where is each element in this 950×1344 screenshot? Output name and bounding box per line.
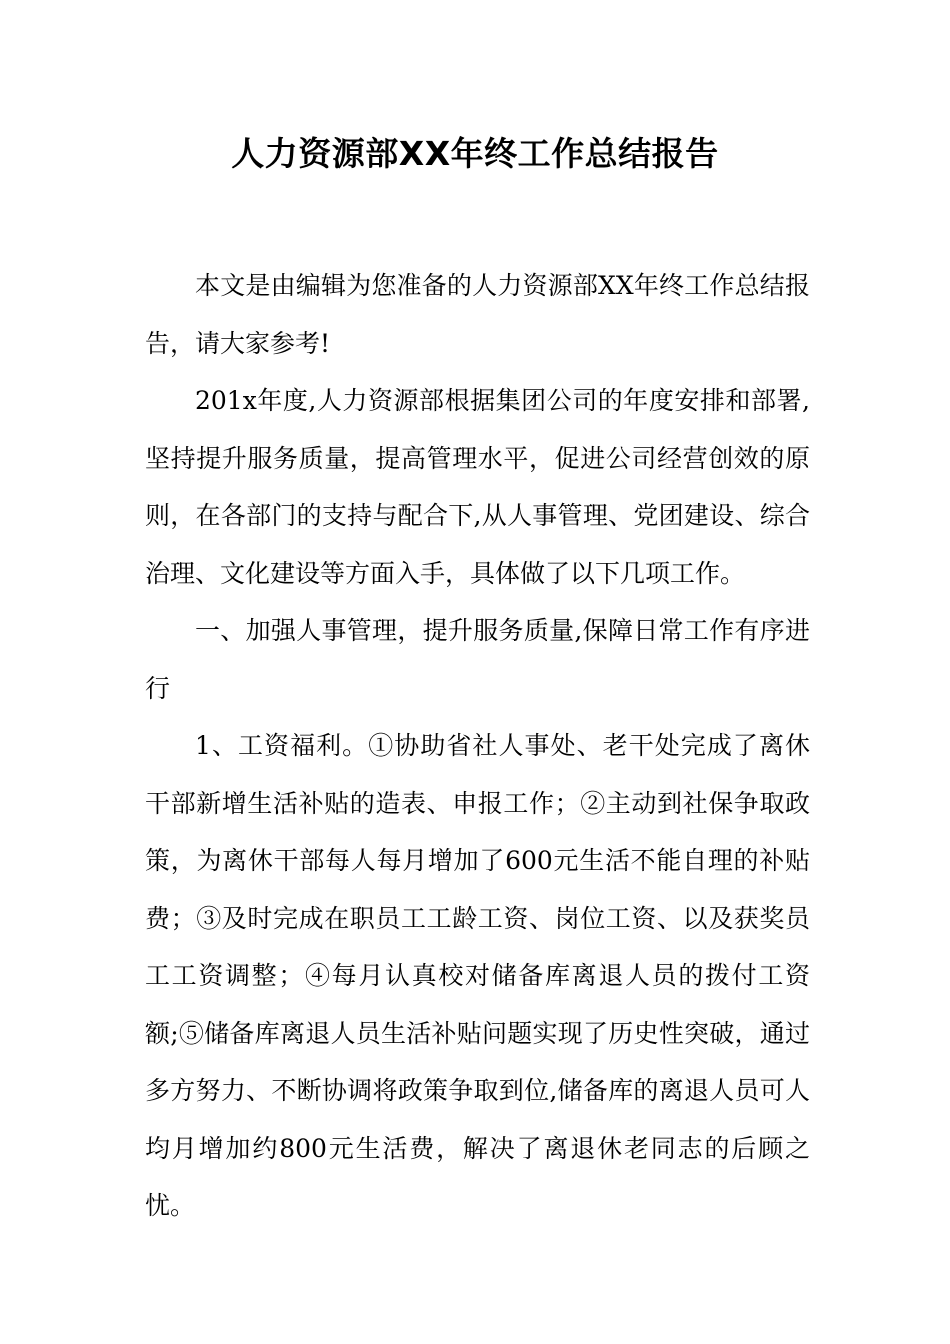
paragraph-overview: 201x年度,人力资源部根据集团公司的年度安排和部署,坚持提升服务质量，提高管理水平，促进公司经营创效的原则，在各部门的支持与配合下,从人事管理、党团建设、综合治理、文化建设等方面入手，具体做了以下几项工作。 — [145, 386, 810, 588]
document-body — [145, 257, 810, 1235]
document-title: 人力资源部XX年终工作总结报告 — [231, 134, 719, 173]
paragraph-salary-welfare: 1、工资福利。①协助省社人事处、老干处完成了离休干部新增生活补贴的造表、申报工作；②主动到社保争取政策，为离休干部每人每月增加了600元生活不能自理的补贴费；③及时完成在职员工工龄工资、岗位工资、以及获奖员工工资调整；④每月认真校对储备库离退人员的拨付工资额;⑤储备库离退人员生活补贴问题实现了历史性突破，通过多方努力、不断协调将政策争取到位,储备库的离退人员可人均月增加约800元生活费，解决了离退休老同志的后顾之忧。 — [145, 731, 810, 1220]
section-heading-1: 一、加强人事管理，提升服务质量,保障日常工作有序进行 — [145, 616, 810, 703]
paragraph-intro: 本文是由编辑为您准备的人力资源部XX年终工作总结报告，请大家参考! — [145, 271, 810, 358]
